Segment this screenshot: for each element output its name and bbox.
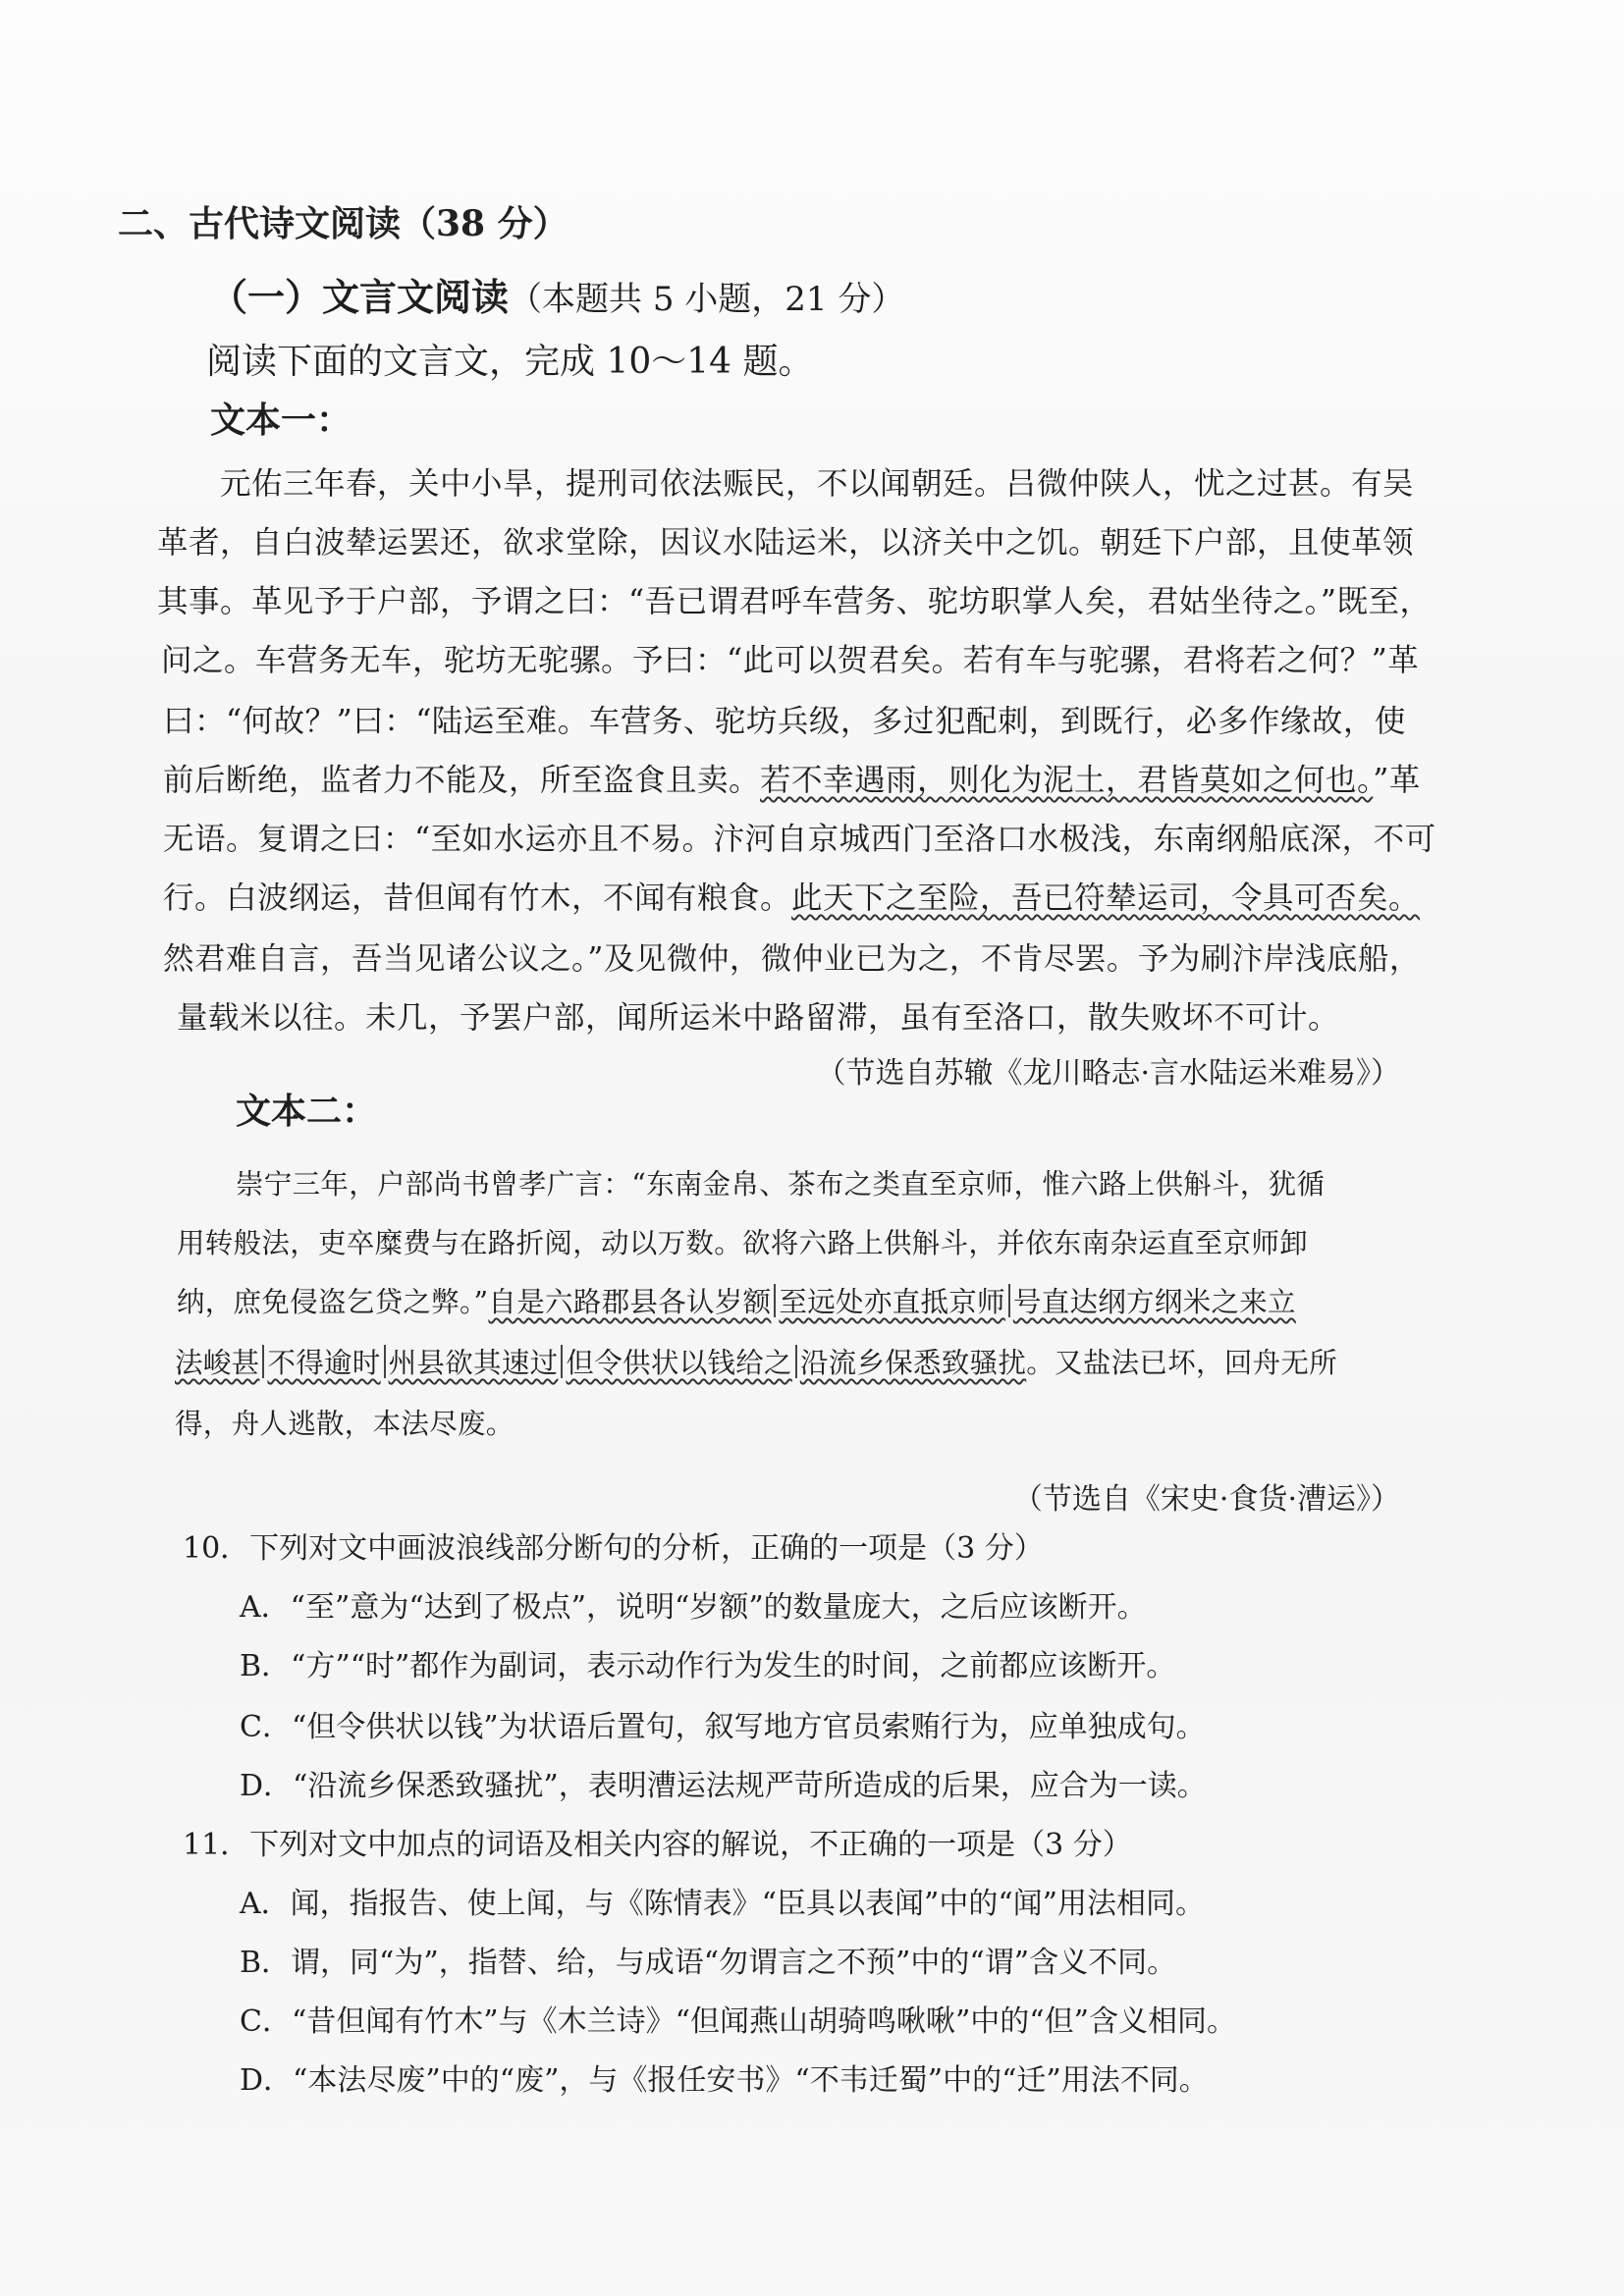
text2-line-3 — [177, 1280, 1296, 1320]
text2-wavy-segment-1: 自是六路郡县各认岁额 — [488, 1286, 772, 1318]
text1-line-6 — [163, 756, 1421, 800]
question-11-stem: 11．下列对文中加点的词语及相关内容的解说，不正确的一项是（3 分） — [183, 1828, 1132, 1862]
text2-wavy-segment-5: 不得逾时 — [267, 1347, 381, 1379]
break-mark — [561, 1345, 563, 1378]
text1-underlined-sentence-2: 此天下之至险，吾已符辇运司，令具可否矣。 — [791, 881, 1421, 916]
question-11-option-b: B．谓，同“为”，指替、给，与成语“勿谓言之不预”中的“谓”含义不同。 — [240, 1946, 1177, 1980]
option-c-text: ．“但令供状以钱”为状语后置句，叙写地方官员索贿行为，应单独成句。 — [261, 1710, 1206, 1744]
question-11-option-c: C．“昔但闻有竹木”与《木兰诗》“但闻燕山胡骑鸣啾啾”中的“但”含义相同。 — [240, 2004, 1236, 2039]
text2-wavy-segment-6: 州县欲其速过 — [388, 1347, 559, 1379]
text2-line-5: 得，舟人逃散，本法尽废。 — [175, 1408, 514, 1440]
text2-wavy-segment-3: 号直达纲方纲米之来立 — [1012, 1286, 1296, 1318]
break-mark — [1008, 1284, 1010, 1317]
text1-line-3: 其事。革见予于户部，予谓之曰：“吾已谓君呼车营务、驼坊职掌人矣，君姑坐待之。”既至， — [157, 584, 1432, 619]
subsection-title — [210, 267, 904, 321]
option-b-text: ．“方”“时”都作为副词，表示动作行为发生的时间，之前都应该断开。 — [261, 1649, 1176, 1683]
text2-line-2: 用转般法，吏卒糜费与在路折阅，动以万数。欲将六路上供斛斗，并依东南杂运直至京师卸 — [177, 1227, 1309, 1259]
text2-wavy-segment-7: 但令供状以钱给之 — [566, 1347, 792, 1379]
text1-line-10: 量载米以往。未几，予罢户部，闻所运米中路留滞，虽有至洛口，散失败坏不可计。 — [177, 1000, 1340, 1036]
text2-line-3-plain: 纳，庶免侵盗乞贷之弊。” — [177, 1286, 489, 1318]
text2-wavy-segment-4: 法峻甚 — [175, 1347, 260, 1379]
text1-line-7: 无语。复谓之曰：“至如水运亦且不易。汴河自京城西门至洛口水极浅，东南纲船底深，不可 — [163, 822, 1436, 857]
text1-line-5: 曰：“何故？”曰：“陆运至难。车营务、驼坊兵级，多过犯配刺，到既行，必多作缘故，使 — [163, 704, 1406, 739]
text1-label: 文本一： — [210, 400, 352, 441]
break-mark — [384, 1345, 386, 1378]
text1-line-1: 元佑三年春，关中小旱，提刑司依法赈民，不以闻朝廷。吕微仲陕人，忧之过甚。有吴 — [220, 466, 1415, 502]
text2-wavy-segment-2: 至远处亦直抵京师 — [779, 1286, 1005, 1318]
reading-instruction: 阅读下面的文言文，完成 10～14 题。 — [206, 342, 814, 382]
question-10-option-a: A．“至”意为“达到了极点”，说明“岁额”的数量庞大，之后应该断开。 — [240, 1590, 1147, 1625]
text2-line-1: 崇宁三年，户部尚书曾孝广言：“东南金帛、茶布之类直至京师，惟六路上供斛斗，犹循 — [236, 1168, 1326, 1201]
break-mark — [262, 1345, 264, 1378]
question-10-option-d: D．“沿流乡保悉致骚扰”，表明漕运法规严苛所造成的后果，应合为一读。 — [240, 1769, 1207, 1803]
question-11-option-a: A．闻，指报告、使上闻，与《陈情表》“臣具以表闻”中的“闻”用法相同。 — [240, 1887, 1206, 1921]
subsection-note: （本题共 5 小题，21 分） — [509, 280, 905, 319]
text2-line-4 — [175, 1341, 1337, 1381]
question-10-stem: 10．下列对文中画波浪线部分断句的分析，正确的一项是（3 分） — [183, 1531, 1044, 1566]
break-mark — [795, 1345, 797, 1378]
text1-line-8 — [163, 874, 1420, 918]
text1-line-8-plain: 行。白波纲运，昔但闻有竹木，不闻有粮食。 — [163, 881, 792, 916]
text2-wavy-segment-8: 沿流乡保悉致骚扰 — [799, 1347, 1027, 1379]
break-mark — [774, 1284, 776, 1317]
question-11-option-d: D．“本法尽废”中的“废”，与《报任安书》“不韦迁蜀”中的“迁”用法不同。 — [240, 2063, 1209, 2098]
text1-line-9: 然君难自言，吾当见诸公议之。”及见微仲，微仲业已为之，不肯尽罢。予为刷汴岸浅底船， — [163, 941, 1421, 977]
section-title: 二、古代诗文阅读（38 分） — [118, 203, 568, 244]
question-10-option-c — [240, 1702, 1206, 1745]
question-10-option-b — [240, 1641, 1175, 1684]
text2-label: 文本二： — [236, 1091, 378, 1132]
text1-source: （节选自苏辙《龙川略志·言水陆运米难易》） — [816, 1056, 1400, 1091]
text2-line-4-tail: 。又盐法已坏，回舟无所 — [1026, 1347, 1338, 1379]
text1-line-2: 革者，自白波辇运罢还，欲求堂除，因议水陆运米，以济关中之饥。朝廷下户部，且使革领 — [157, 525, 1415, 561]
text1-line-6-tail: ”革 — [1373, 763, 1421, 798]
subsection-heading: （一）文言文阅读 — [210, 275, 510, 319]
option-c-letter: C — [240, 1710, 262, 1744]
text2-source: （节选自《宋史·食货·漕运》） — [1012, 1482, 1400, 1517]
option-b-letter: B — [240, 1649, 262, 1683]
text1-line-6-plain: 前后断绝，监者力不能及，所至盗食且卖。 — [163, 763, 761, 798]
text1-line-4: 问之。车营务无车，驼坊无驼骡。予曰：“此可以贺君矣。若有车与驼骡，君将若之何？”革 — [161, 643, 1420, 678]
text1-underlined-sentence-1: 若不幸遇雨，则化为泥土，君皆莫如之何也。 — [760, 763, 1374, 798]
